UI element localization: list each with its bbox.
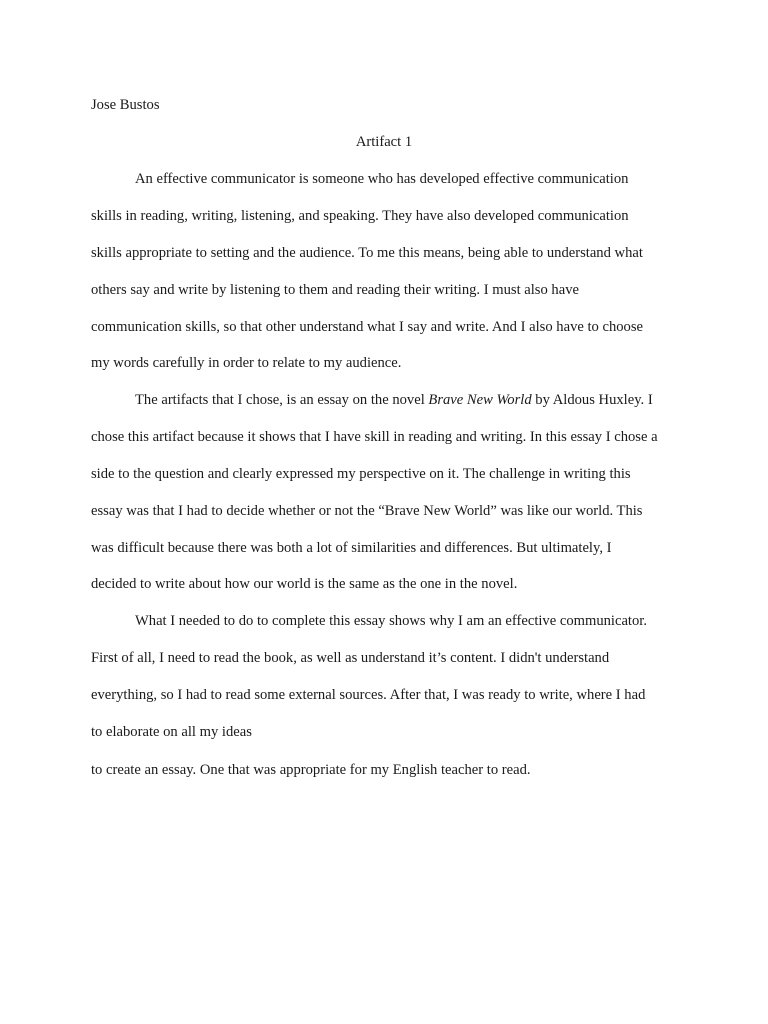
paragraph-line: skills appropriate to setting and the audience. To me this means, being able to understand what <box>91 245 643 261</box>
paragraph-line: to create an essay. One that was appropriate for my English teacher to read. <box>91 762 531 778</box>
paragraph-line: everything, so I had to read some external sources. After that, I was ready to write, where I had <box>91 687 646 703</box>
paragraph-line: decided to write about how our world is the same as the one in the novel. <box>91 576 518 592</box>
paragraph-line: my words carefully in order to relate to my audience. <box>91 355 402 371</box>
line-text: by Aldous Huxley. I <box>531 392 653 408</box>
paragraph-line: What I needed to do to complete this essay shows why I am an effective communicator. <box>135 613 647 629</box>
document-title: Artifact 1 <box>355 134 413 150</box>
paragraph-first-line <box>135 390 653 410</box>
paragraph-line: essay was that I had to decide whether or not the “Brave New World” was like our world. This <box>91 503 643 519</box>
paragraph-line: communication skills, so that other understand what I say and write. And I also have to choose <box>91 319 644 335</box>
paragraph-line: was difficult because there was both a lot of similarities and differences. But ultimately, I <box>91 540 612 556</box>
author-name: Jose Bustos <box>91 97 160 113</box>
paragraph-line: to elaborate on all my ideas <box>91 724 252 740</box>
line-text: The artifacts that I chose, is an essay on the novel <box>135 392 429 408</box>
paragraph-line: others say and write by listening to them and reading their writing. I must also have <box>91 282 579 298</box>
paragraph-line: First of all, I need to read the book, as well as understand it’s content. I didn't understand <box>91 650 610 666</box>
paragraph-line: side to the question and clearly expressed my perspective on it. The challenge in writing this <box>91 466 631 482</box>
paragraph-line: skills in reading, writing, listening, and speaking. They have also developed communication <box>91 208 629 224</box>
paragraph-line: chose this artifact because it shows that I have skill in reading and writing. In this essay I chose a <box>91 429 658 445</box>
paragraph-line: An effective communicator is someone who has developed effective communication <box>135 171 629 187</box>
book-title-italic: Brave New World <box>428 392 532 408</box>
